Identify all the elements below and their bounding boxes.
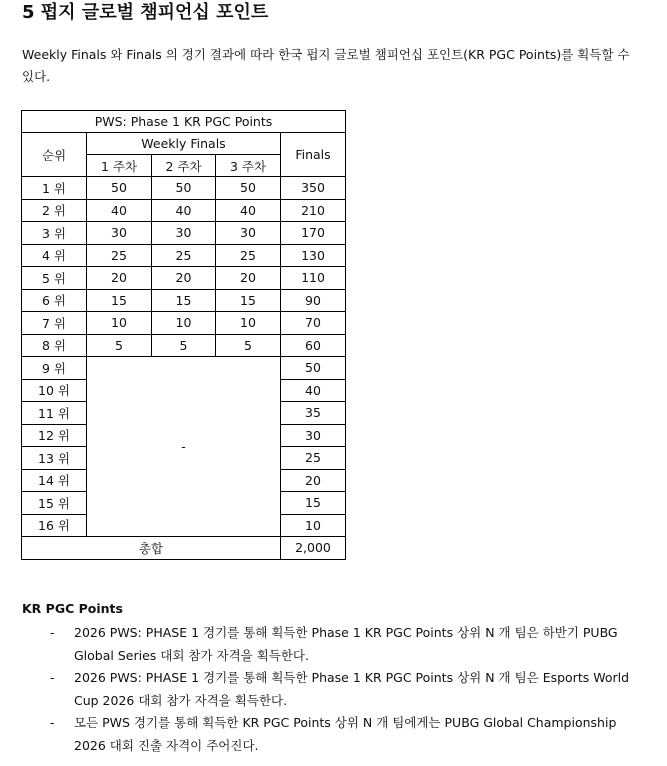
week-2-cell: 40 xyxy=(152,199,216,222)
finals-cell: 130 xyxy=(281,244,346,267)
bullet-dash: - xyxy=(50,715,55,730)
week-1-cell: 15 xyxy=(87,289,152,312)
week-3-header: 3 주차 xyxy=(216,155,281,177)
week-1-cell: 30 xyxy=(87,222,152,245)
note-text: 2026 PWS: PHASE 1 경기를 통해 획득한 Phase 1 KR PGC Points 상위 N 개 팀은 Esports World Cup 2026 대회 참가 자격을 획득한다. xyxy=(74,670,630,708)
finals-cell: 70 xyxy=(281,312,346,335)
rank-cell: 11 위 xyxy=(22,402,87,425)
finals-cell: 15 xyxy=(281,492,346,515)
rank-cell: 14 위 xyxy=(22,469,87,492)
finals-cell: 20 xyxy=(281,469,346,492)
week-2-cell: 15 xyxy=(152,289,216,312)
list-item xyxy=(42,712,642,757)
week-1-cell: 25 xyxy=(87,244,152,267)
finals-cell: 60 xyxy=(281,334,346,357)
week-2-cell: 5 xyxy=(152,334,216,357)
week-3-cell: 25 xyxy=(216,244,281,267)
rank-cell: 10 위 xyxy=(22,379,87,402)
finals-cell: 30 xyxy=(281,424,346,447)
finals-cell: 210 xyxy=(281,199,346,222)
week-1-cell: 10 xyxy=(87,312,152,335)
week-3-cell: 10 xyxy=(216,312,281,335)
finals-cell: 35 xyxy=(281,402,346,425)
week-1-cell: 5 xyxy=(87,334,152,357)
rank-cell: 9 위 xyxy=(22,357,87,380)
bullet-dash: - xyxy=(50,625,55,640)
notes-list xyxy=(42,622,642,757)
weekly-finals-header: Weekly Finals xyxy=(87,133,281,155)
rank-cell: 15 위 xyxy=(22,492,87,515)
rank-header: 순위 xyxy=(22,133,87,177)
rank-cell: 8 위 xyxy=(22,334,87,357)
week-1-cell: 40 xyxy=(87,199,152,222)
week-1-cell: 20 xyxy=(87,267,152,290)
note-text: 모든 PWS 경기를 통해 획득한 KR PGC Points 상위 N 개 팀에게는 PUBG Global Championship 2026 대회 진출 자격이 주어진다. xyxy=(74,715,617,753)
rank-cell: 6 위 xyxy=(22,289,87,312)
table-row xyxy=(22,357,346,380)
note-text: 2026 PWS: PHASE 1 경기를 통해 획득한 Phase 1 KR PGC Points 상위 N 개 팀은 하반기 PUBG Global Series 대회 참가 자격을 획득한다. xyxy=(74,625,618,663)
total-row xyxy=(22,537,346,560)
week-3-cell: 30 xyxy=(216,222,281,245)
week-3-cell: 5 xyxy=(216,334,281,357)
rank-cell: 13 위 xyxy=(22,447,87,470)
finals-cell: 110 xyxy=(281,267,346,290)
week-3-cell: 50 xyxy=(216,177,281,200)
week-2-header: 2 주차 xyxy=(152,155,216,177)
rank-cell: 5 위 xyxy=(22,267,87,290)
section-heading: 5 펍지 글로벌 챔피언십 포인트 xyxy=(22,2,269,23)
finals-cell: 25 xyxy=(281,447,346,470)
table-body xyxy=(22,177,346,560)
week-2-cell: 10 xyxy=(152,312,216,335)
week-1-cell: 50 xyxy=(87,177,152,200)
table-row xyxy=(22,177,346,200)
week-3-cell: 40 xyxy=(216,199,281,222)
finals-cell: 50 xyxy=(281,357,346,380)
points-table xyxy=(21,110,346,560)
table-row xyxy=(22,267,346,290)
table-row xyxy=(22,312,346,335)
table-row xyxy=(22,199,346,222)
table-row xyxy=(22,289,346,312)
table-row xyxy=(22,244,346,267)
intro-paragraph: Weekly Finals 와 Finals 의 경기 결과에 따라 한국 펍지 글로벌 챔피언십 포인트(KR PGC Points)를 획득할 수 있다. xyxy=(22,47,630,84)
week-2-cell: 50 xyxy=(152,177,216,200)
finals-cell: 40 xyxy=(281,379,346,402)
week-2-cell: 25 xyxy=(152,244,216,267)
finals-cell: 350 xyxy=(281,177,346,200)
week-1-header: 1 주차 xyxy=(87,155,152,177)
rank-cell: 1 위 xyxy=(22,177,87,200)
week-2-cell: 30 xyxy=(152,222,216,245)
kr-pgc-points-title: KR PGC Points xyxy=(22,601,123,616)
rank-cell: 2 위 xyxy=(22,199,87,222)
finals-cell: 170 xyxy=(281,222,346,245)
table-title: PWS: Phase 1 KR PGC Points xyxy=(22,111,346,133)
rank-cell: 12 위 xyxy=(22,424,87,447)
week-3-cell: 15 xyxy=(216,289,281,312)
table-row xyxy=(22,222,346,245)
week-3-cell: 20 xyxy=(216,267,281,290)
bullet-dash: - xyxy=(50,670,55,685)
rank-cell: 3 위 xyxy=(22,222,87,245)
total-label: 총합 xyxy=(22,537,281,560)
finals-cell: 10 xyxy=(281,514,346,537)
week-2-cell: 20 xyxy=(152,267,216,290)
finals-header: Finals xyxy=(281,133,346,177)
list-item xyxy=(42,667,642,712)
rank-cell: 4 위 xyxy=(22,244,87,267)
list-item xyxy=(42,622,642,667)
rank-cell: 16 위 xyxy=(22,514,87,537)
merged-weekly-cell: - xyxy=(87,357,281,537)
rank-cell: 7 위 xyxy=(22,312,87,335)
finals-cell: 90 xyxy=(281,289,346,312)
total-value: 2,000 xyxy=(281,537,346,560)
table-row xyxy=(22,334,346,357)
